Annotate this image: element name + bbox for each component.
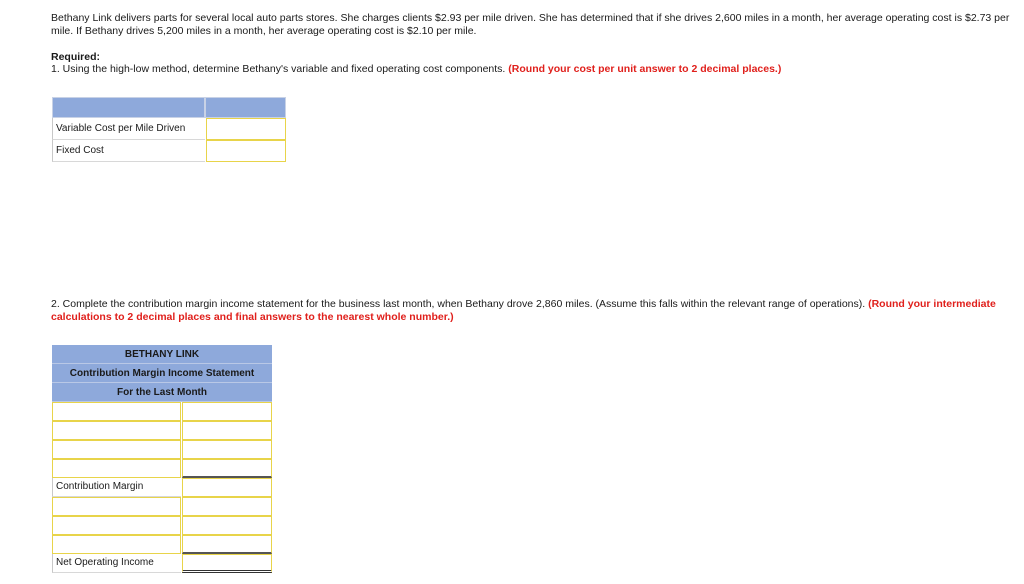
table-row	[52, 402, 272, 421]
statement-line-1-label-input[interactable]	[52, 402, 181, 421]
cost-components-table	[52, 97, 286, 162]
statement-line-6-label-input[interactable]	[52, 497, 181, 516]
table-row	[52, 516, 272, 535]
statement-line-3-amount-input[interactable]	[182, 440, 272, 459]
table-row	[52, 554, 272, 573]
requirement-1-note: (Round your cost per unit answer to 2 decimal places.)	[508, 63, 782, 75]
required-label: Required:	[51, 51, 101, 63]
statement-period: For the Last Month	[52, 383, 272, 402]
requirement-1-text: 1. Using the high-low method, determine Bethany's variable and fixed operating cost components.	[51, 63, 509, 75]
table-row	[52, 140, 286, 162]
statement-line-8-label-input[interactable]	[52, 535, 181, 554]
statement-line-7-label-input[interactable]	[52, 516, 181, 535]
statement-line-4-amount-input[interactable]	[182, 459, 272, 478]
requirement-1	[51, 63, 1011, 76]
contribution-margin-input[interactable]	[182, 478, 272, 497]
table-row	[52, 478, 272, 497]
statement-line-2-amount-input[interactable]	[182, 421, 272, 440]
fixed-cost-label: Fixed Cost	[52, 140, 205, 162]
table-row	[52, 459, 272, 478]
net-operating-income-input[interactable]	[182, 554, 272, 573]
statement-line-7-amount-input[interactable]	[182, 516, 272, 535]
variable-cost-input[interactable]	[206, 118, 286, 140]
requirement-2	[51, 298, 1011, 324]
statement-title: Contribution Margin Income Statement	[52, 364, 272, 383]
statement-company: BETHANY LINK	[52, 345, 272, 364]
statement-line-4-label-input[interactable]	[52, 459, 181, 478]
fixed-cost-input[interactable]	[206, 140, 286, 162]
statement-line-2-label-input[interactable]	[52, 421, 181, 440]
requirement-2-text: 2. Complete the contribution margin income statement for the business last month, when Bethany drove 2,860 miles. (Assume this falls within the relevant range of operations).	[51, 298, 869, 310]
requirement-2-note: (Round your intermediate calculations to 2 decimal places and final answers to the nearest whole number.)	[51, 298, 996, 323]
net-operating-income-label: Net Operating Income	[52, 554, 181, 573]
table-row	[52, 118, 286, 140]
table-row	[52, 440, 272, 459]
table-row	[52, 497, 272, 516]
statement-line-3-label-input[interactable]	[52, 440, 181, 459]
variable-cost-label: Variable Cost per Mile Driven	[52, 118, 205, 140]
income-statement-table	[52, 345, 272, 573]
problem-intro: Bethany Link delivers parts for several local auto parts stores. She charges clients $2.93 per mile driven. She has determined that if she drives 2,600 miles in a month, her average operating cost is $2.73 per mile. If Bethany drives 5,200 miles in a month, her average operating cost is $2.10 per mile.	[51, 12, 1010, 37]
table1-header-row	[52, 97, 286, 118]
statement-line-8-amount-input[interactable]	[182, 535, 272, 554]
statement-line-1-amount-input[interactable]	[182, 402, 272, 421]
table1-header-cell-label	[52, 97, 205, 118]
table1-header-cell-value	[205, 97, 286, 118]
table-row	[52, 421, 272, 440]
contribution-margin-label: Contribution Margin	[52, 478, 181, 497]
statement-line-6-amount-input[interactable]	[182, 497, 272, 516]
table-row	[52, 535, 272, 554]
